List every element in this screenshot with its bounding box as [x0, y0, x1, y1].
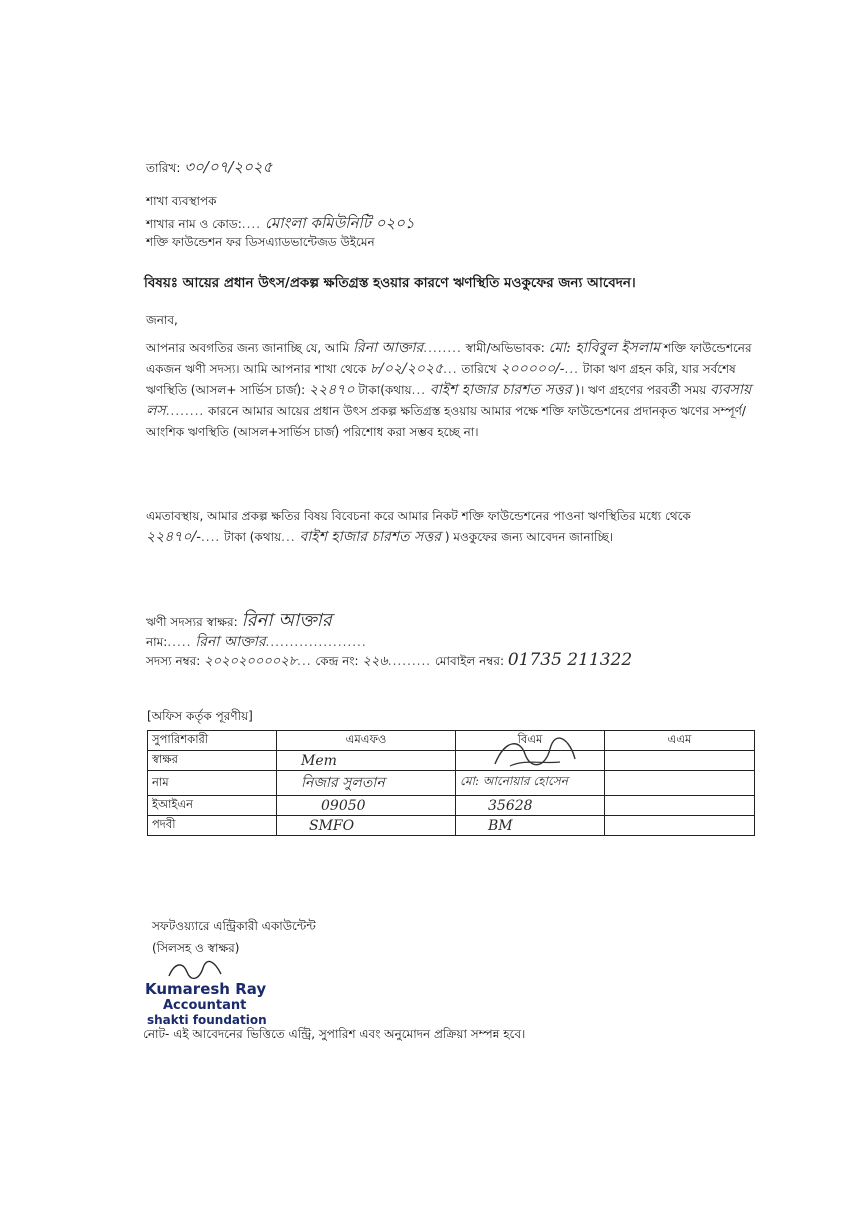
body-paragraph-1: আপনার অবগতির জন্য জানাচ্ছি যে, আমি রিনা আক্তার........ স্বামী/অভিভাবক: মো: হাবিবুল ইসলাম শক্তি ফাউন্ডেশনের একজন ঋণী সদস্য। আমি আপনার শাখা থেকে ৮/০২/২০২৫... তারিখে ২০০০০০/-... টাকা ঋণ গ্রহন করি, যার সর্বশেষ ঋণস্থিতি (আসল+ সার্ভিস চার্জ): ২২৪৭০ টাকা(কথায়... বাইশ হাজার চারশত সত্তর )। ঋণ গ্রহণের পরবর্তী সময় ব্যবসায় লস........ কারনে আমার আয়ের প্রধান উৎস প্রকল্প ক্ষতিগ্রস্ত হওয়ায় আমার পক্ষে শক্তি ফাউন্ডেশনের প্রদানকৃত ঋণের সম্পূর্ণ/আংশিক ঋণস্থিতি (আসল+সার্ভিস চার্জ) পরিশোধ করা সম্ভব হচ্ছে না।: [146, 340, 752, 439]
branch-value: মোংলা কমিউনিটি ০২০১: [264, 214, 415, 232]
table-header-row: [148, 731, 755, 751]
salutation: জনাব,: [146, 313, 178, 327]
para2-text-1: এমতাবস্থায়, আমার প্রকল্প ক্ষতির বিষয় বিবেচনা করে আমার নিকট শক্তি ফাউন্ডেশনের পাওনা ঋণস্থিতির মধ্যে থেকে: [146, 509, 691, 523]
accountant-seal-note: (সিলসহ ও স্বাক্ষর): [152, 941, 240, 955]
member-name-label: নাম:: [146, 635, 168, 649]
para2-text-3: ) মওকুফের জন্য আবেদন জানাচ্ছি।: [444, 530, 614, 544]
para2-text-2: টাকা (কথায়: [224, 530, 282, 544]
member-no-label: সদস্য নম্বর:: [146, 654, 201, 668]
footer-note: নোট- এই আবেদনের ভিত্তিতে এন্ট্রি, সুপারিশ এবং অনুমোদন প্রক্রিয়া সম্পন্ন হবে।: [143, 1027, 526, 1041]
am-cell: [605, 771, 755, 796]
para1-text-7: )। ঋণ গ্রহণের পরবর্তী সময়: [575, 383, 707, 397]
table-row: [148, 796, 755, 816]
para1-text-8: কারনে আমার আয়ের প্রধান উৎস প্রকল্প ক্ষতিগ্রস্ত হওয়ায় আমার পক্ষে শক্তি ফাউন্ডেশনের প্রদানকৃত ঋণের সম্পূর্ণ/আংশিক ঋণস্থিতি (আসল+সার্ভিস চার্জ) পরিশোধ করা সম্ভব হচ্ছে না।: [146, 404, 746, 439]
subject-line: বিষয়ঃ আয়ের প্রধান উৎস/প্রকল্প ক্ষতিগ্রস্ত হওয়ার কারণে ঋণস্থিতি মওকুফের জন্য আবেদন।: [144, 275, 636, 291]
branch-label: শাখার নাম ও কোড:: [146, 217, 242, 231]
mobile-label: মোবাইল নম্বর:: [434, 654, 504, 668]
mobile-no: 01735 211322: [507, 650, 633, 670]
date-row: [146, 156, 272, 181]
bm-cell: [456, 796, 605, 816]
loan-balance: ২২৪৭০: [309, 382, 355, 398]
waiver-amount-words: বাইশ হাজার চারশত সত্তর: [299, 529, 441, 545]
mfo-signature: Mem: [301, 752, 337, 769]
table-row: [148, 816, 755, 836]
body-paragraph-2: এমতাবস্থায়, আমার প্রকল্প ক্ষতির বিষয় বিবেচনা করে আমার নিকট শক্তি ফাউন্ডেশনের পাওনা ঋণস্থিতির মধ্যে থেকে ২২৪৭০/-.... টাকা (কথায়... বাইশ হাজার চারশত সত্তর ) মওকুফের জন্য আবেদন জানাচ্ছি।: [146, 509, 691, 545]
para1-text-3: শক্তি ফাউন্ডেশনের একজন ঋণী সদস্য। আমি আপনার শাখা থেকে: [146, 341, 752, 376]
center-label: কেন্দ্র নং:: [315, 654, 359, 668]
mfo-cell: [277, 796, 456, 816]
row-label: পদবী: [148, 816, 277, 836]
bm-ein: 35628: [488, 797, 533, 814]
para1-text-1: আপনার অবগতির জন্য জানাচ্ছি যে, আমি: [146, 341, 350, 355]
stamp-name: Kumaresh Ray: [145, 980, 267, 998]
bm-cell: [456, 771, 605, 796]
para1-text-5: টাকা ঋণ গ্রহন করি, যার সর্বশেষ ঋণস্থিতি (আসল+ সার্ভিস চার্জ):: [146, 362, 736, 397]
office-approval-table: [147, 730, 755, 836]
bm-signature-scribble: [490, 734, 580, 774]
para1-text-2: স্বামী/অভিভাবক:: [465, 341, 545, 355]
mfo-designation: SMFO: [309, 817, 355, 834]
mfo-cell: [277, 771, 456, 796]
accountant-title: সফটওয়্যারে এন্ট্রিকারী একাউন্টেন্ট: [152, 919, 316, 933]
para1-text-4: তারিখে: [461, 362, 497, 376]
member-signature-label: ঋণী সদস্যর স্বাক্ষর:: [146, 615, 238, 629]
mfo-cell: [277, 816, 456, 836]
member-name-row: নাম:..... রিনা আক্তার.....................: [146, 634, 367, 650]
row-label: স্বাক্ষর: [148, 751, 277, 771]
bm-designation: BM: [488, 817, 513, 834]
member-id-row: সদস্য নম্বর: ২০২০২০০০০২৮... কেন্দ্র নং: ২২৬......... মোবাইল নম্বর: 01735 211322: [146, 650, 633, 670]
mfo-name: নিজার সুলতান: [301, 775, 385, 791]
am-cell: [605, 796, 755, 816]
am-cell: [605, 816, 755, 836]
guardian-name: মো: হাবিবুল ইসলাম: [548, 340, 661, 356]
waiver-amount: ২২৪৭০/-: [146, 529, 201, 545]
header-bm: বিএম: [456, 731, 605, 751]
member-signature: রিনা আক্তার: [241, 610, 332, 631]
stamp-org: shakti foundation: [147, 1013, 267, 1027]
stamp-title: Accountant: [163, 998, 247, 1013]
header-mfo: এমএফও: [277, 731, 456, 751]
table-row: [148, 771, 755, 796]
bm-name: মো: আনোয়ার হোসেন: [460, 774, 568, 788]
row-label: নাম: [148, 771, 277, 796]
balance-in-words: বাইশ হাজার চারশত সত্তর: [429, 382, 572, 398]
center-no: ২২৬: [362, 654, 388, 669]
header-am: এএম: [605, 731, 755, 751]
accountant-stamp: [145, 980, 267, 1027]
date-label: তারিখ:: [146, 161, 181, 175]
office-caption: [অফিস কর্তৃক পূরণীয়]: [147, 709, 253, 723]
mfo-cell: [277, 751, 456, 771]
loss-cause: ব্যবসায় লস: [146, 382, 752, 419]
date-value: ৩০/০৭/২০২৫: [184, 158, 273, 176]
header-recommender: সুপারিশকারী: [148, 731, 277, 751]
loan-amount: ২০০০০০/-: [500, 361, 565, 377]
bm-cell: [456, 816, 605, 836]
accountant-signature: [165, 958, 225, 982]
table-row: [148, 751, 755, 771]
member-name: রিনা আক্তার: [195, 634, 266, 650]
org-name: শক্তি ফাউন্ডেশন ফর ডিসএ্যাডভান্টেজড উইমেন: [146, 235, 375, 249]
applicant-name: রিনা আক্তার: [352, 340, 424, 356]
row-label: ইআইএন: [148, 796, 277, 816]
loan-date: ৮/০২/২০২৫: [369, 361, 444, 377]
recipient-title: শাখা ব্যবস্থাপক: [146, 194, 217, 208]
mfo-ein: 09050: [321, 797, 366, 814]
am-cell: [605, 751, 755, 771]
member-no: ২০২০২০০০০২৮: [204, 654, 298, 669]
para1-text-6: টাকা(কথায়: [358, 383, 412, 397]
branch-row: শাখার নাম ও কোড:.... মোংলা কমিউনিটি ০২০১: [146, 214, 415, 232]
